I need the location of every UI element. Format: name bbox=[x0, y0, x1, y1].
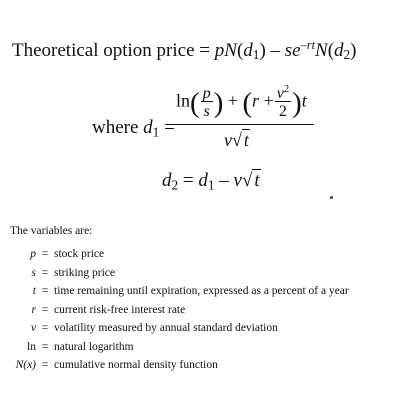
d1-fraction-bar bbox=[174, 124, 314, 125]
d2-t: t bbox=[254, 170, 260, 191]
variable-row bbox=[4, 282, 349, 301]
ln-symbol: ln bbox=[176, 90, 191, 111]
formula-d1: d bbox=[243, 39, 253, 61]
formula-label: Theoretical option price bbox=[12, 39, 195, 61]
variable-symbol: ln bbox=[27, 340, 36, 353]
variable-description: current risk-free interest rate bbox=[54, 303, 186, 316]
variable-equals: = bbox=[41, 359, 49, 372]
variable-description: natural logarithm bbox=[54, 340, 134, 353]
numerator-t: t bbox=[301, 90, 307, 111]
formula-n: N bbox=[315, 39, 328, 61]
v-squared-exp: 2 bbox=[283, 84, 290, 96]
variable-symbol: t bbox=[32, 285, 36, 298]
variable-equals: = bbox=[41, 285, 49, 298]
formula-minus: – bbox=[270, 39, 281, 61]
d2-d1-sub: 1 bbox=[207, 177, 215, 193]
fraction-p: p bbox=[202, 84, 211, 102]
stray-dot bbox=[330, 196, 333, 199]
d1-symbol-sub: 1 bbox=[152, 124, 160, 140]
v-squared-over-two bbox=[275, 85, 291, 119]
d2-d1: d bbox=[198, 170, 208, 191]
rate-r: r bbox=[252, 90, 260, 111]
formula-exponent: –rt bbox=[300, 38, 315, 52]
formula-equals: = bbox=[199, 39, 211, 61]
d2-formula bbox=[162, 170, 261, 193]
sqrt-t: √ t bbox=[232, 130, 249, 150]
d2-equals: = bbox=[182, 170, 194, 191]
variable-equals: = bbox=[41, 322, 49, 335]
variable-row bbox=[4, 301, 349, 320]
d1-denominator bbox=[224, 130, 250, 151]
variable-symbol: v bbox=[30, 322, 36, 335]
v-squared-v: v bbox=[276, 84, 284, 102]
d1-lhs bbox=[92, 117, 175, 140]
plus-sign-2: + bbox=[263, 90, 274, 111]
variable-description: stock price bbox=[54, 248, 105, 261]
formula-se: se bbox=[284, 39, 301, 61]
denominator-t: t bbox=[243, 130, 249, 150]
d2-symbol: d bbox=[162, 170, 172, 191]
variable-symbol: p bbox=[30, 248, 36, 261]
variable-equals: = bbox=[41, 340, 49, 353]
denominator-v: v bbox=[224, 130, 232, 150]
formula-d1-sub: 1 bbox=[252, 47, 260, 63]
formula-pn: pN bbox=[214, 39, 237, 61]
option-price-formula: Theoretical option price = $pN(d_1) - se^{-rt}N(d_2)$ bbox=[12, 38, 357, 63]
variable-description: time remaining until expiration, expressed as a percent of a year bbox=[54, 285, 349, 298]
p-over-s-fraction bbox=[201, 85, 213, 119]
variable-description: striking price bbox=[54, 266, 115, 279]
formula-d2: d bbox=[334, 39, 344, 61]
d2-v: v bbox=[233, 170, 242, 191]
variable-equals: = bbox=[41, 248, 49, 261]
variables-heading: The variables are: bbox=[10, 225, 93, 237]
variable-description: cumulative normal density function bbox=[54, 359, 218, 372]
denominator-two: 2 bbox=[275, 101, 291, 119]
d2-symbol-sub: 2 bbox=[171, 177, 179, 193]
d2-sqrt-t: √ t bbox=[241, 170, 260, 191]
variable-row bbox=[4, 338, 349, 357]
variable-row bbox=[4, 319, 349, 338]
formula-d2-sub: 2 bbox=[343, 47, 351, 63]
d1-equals: = bbox=[164, 117, 175, 138]
variable-row bbox=[4, 356, 349, 375]
variable-row bbox=[4, 264, 349, 283]
d2-minus: – bbox=[219, 170, 229, 191]
variable-symbol: r bbox=[31, 303, 36, 316]
variable-equals: = bbox=[41, 303, 49, 316]
d1-symbol: d bbox=[143, 117, 153, 138]
where-word: where bbox=[92, 117, 139, 138]
variable-description: volatility measured by annual standard deviation bbox=[54, 322, 278, 335]
variable-row bbox=[4, 245, 349, 264]
variable-symbol: N(x) bbox=[15, 359, 36, 372]
variable-symbol: s bbox=[31, 266, 36, 279]
d1-numerator: ln( $\frac{p}{s}$ ) + (r + $\frac{v^2}{2}$ )t bbox=[176, 84, 307, 121]
variable-equals: = bbox=[41, 266, 49, 279]
variables-list bbox=[4, 245, 349, 375]
fraction-s: s bbox=[201, 101, 213, 119]
plus-sign-1: + bbox=[227, 90, 238, 111]
